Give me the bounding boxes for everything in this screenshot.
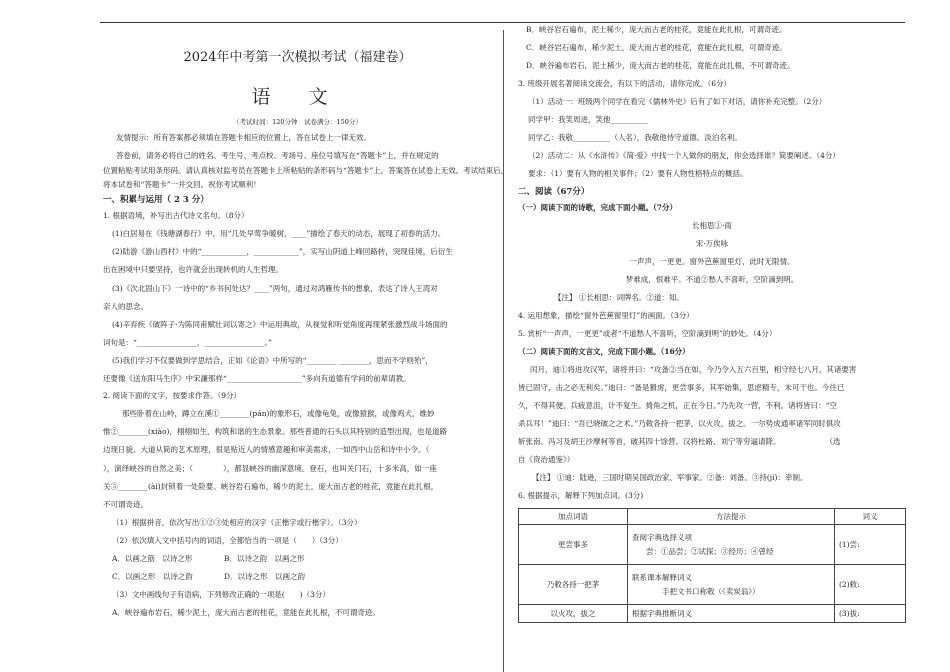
q1-item-4: (4)辛弃疾《破阵子·为陈同甫赋壮词以寄之》中运用典故，从视觉和听觉角度再现紧张激烈战斗场面的 [112, 320, 448, 329]
q4: 4. 运用想象，描绘“窗外芭蕉窗里灯”的画面。（3分） [518, 311, 694, 320]
classical-line-5: 斩张南、冯习及胡王沙摩柯等首，破其四十馀营。汉将杜路、刘宁等穷逼请降。 （选 [518, 437, 841, 446]
q3-activity-1: （1）活动一：班级两个同学在看完《儒林外史》后有了如下对话，请你补充完整。（2分） [528, 97, 827, 106]
notice-line-1: 友情提示：所有答案都必须填在答题卡相应的位置上，答在试卷上一律无效。 [116, 133, 371, 142]
notice-line-4: 将本试卷和“答题卡”一并交回。祝你考试顺利！ [103, 180, 261, 189]
table-cell-meaning: (1)尝: [835, 525, 906, 565]
q1-title: 1. 根据语境，补写出古代诗文名句。（8分） [103, 211, 249, 220]
q2-passage-2: 惟②________(xiào)，栩栩如生，构筑和谐的生态景象。那些普通的石头以其特别的造型出现，也是道路 [103, 427, 447, 436]
q2-option-d: D．以诗之形 以画之韵 [224, 572, 306, 581]
table-cell-meaning: (2)敕: [835, 565, 906, 605]
method-line: 联系课本解释词义 [632, 573, 692, 582]
q2-sub-3: （3）文中画线句子有语病，下列修改正确的一项是( )（3分） [112, 590, 330, 599]
classical-line-1: 闰月，迪①将进攻汉军，诸将并曰：“攻备②当在如，今乃令入五六百里，相守经七八月，其诸要害 [530, 365, 857, 374]
q1-item-3: (3)《次北固山下》一诗中的“乡书何处达？____”两句，通过对鸿雁传书的想象，表达了诗人王湾对 [112, 284, 438, 293]
q2-passage-4: ），演绎峡谷的自然之美；（ ），都显峡谷的幽深意境。登石，也叫关门石，十多米高，如一座 [103, 464, 437, 473]
table-header-row [519, 509, 906, 525]
table-cell-method: 根据字典推断词义 [628, 605, 835, 623]
q3-title: 3. 班级开展名著阅读交流会，有以下的活动，请你完成。（6分） [518, 79, 732, 88]
q2-option-b: B．以诗之韵 以画之形 [224, 554, 305, 563]
poem-title: 长相思①·雨 [692, 221, 732, 230]
q2-passage-5: 关③________(ài)封锁着一处险要。峡谷岩石遍布，稀少的泥土，庞大而古老的桂花，竟能在此扎根， [103, 482, 439, 491]
notice-line-2: 答卷前，请务必将自己的姓名、考生号、考点校、考场号、座位号填写在“答题卡”上，并在规定的 [116, 151, 439, 160]
q2-sub-2: （2）依次填入文中括号内的词语，全都恰当的一项是（ ）（3分） [112, 536, 343, 545]
q2-option-a: A．以画之筋 以诗之形 [112, 554, 193, 563]
reading-1-heading: （一）阅读下面的诗歌，完成下面小题。（7分） [518, 203, 677, 212]
classical-line-2: 皆已固守，击之必无利矣。”迪曰：“备是猾虏，更尝事多，其军始集，思虑精专，未可干也。今往已 [518, 383, 845, 392]
q3-student-b: 同学乙：我敬__________（人名），我敬他侍守道德、淡泊名利。 [528, 133, 742, 142]
q2-sub-1: （1）根据拼音，依次写出①②③处相应的汉字（正楷字或行楷字）。（3分） [112, 518, 362, 527]
q2-passage-1: 那些卧着在山岭，蹲立在溪①________(pán)的象形石，或像龟兔，或像猿猴，或像鸡犬，维妙 [122, 409, 435, 418]
classical-note: 【注】 ①迪：陆逊，三国时期吴国政治家、军事家。②备：刘备。③持(jí)：牵制。 [532, 473, 808, 482]
vocab-table [518, 508, 906, 623]
q1-item-1: (1)白居易在《钱塘湖春行》中，用“几处早莺争暖树，____”描绘了春天的动态，展现了初春的活力。 [112, 229, 446, 238]
q2-title: 2. 阅读下面的文字，按要求作答。（9分） [103, 391, 242, 400]
q1-item-2: (2)陆游《游山西村》中的“____________，____________”，实写山阴道上峰回路转，突现佳境，后衍生 [112, 247, 453, 256]
classical-line-6: 自《资治通鉴》） [518, 455, 575, 464]
table-row [519, 605, 906, 623]
poem-line-1: 一声声，一更更。窗外芭蕉窗里灯，此时无限情。 [629, 257, 795, 266]
poem-note: 【注】 ①长相思：词牌名。②道：知。 [554, 293, 684, 302]
table-cell-word: 更尝事多 [519, 525, 628, 565]
table-cell-method [628, 565, 835, 605]
q3-activity-2: （2）活动二：从《水浒传》《简·爱》中找一个人做你的朋友，你会选择谁？简要阐述。（4分） [528, 151, 840, 160]
q2-passage-6: 不可谓奇迹。 [103, 500, 148, 509]
table-header-method: 方法提示 [628, 509, 835, 525]
column-divider [503, 30, 504, 672]
q1-item-5-cont: 还要像《送东阳马生序》中宋濂那样“____________________”多向有道德有学问的前辈请教。 [103, 374, 411, 383]
exam-info: （考试时间：120分钟 试卷满分：150分） [233, 118, 362, 126]
subject-title: 语 文 [251, 86, 344, 108]
part2-heading: 二、阅读（67分） [518, 187, 590, 197]
method-line: 查阅字典选择义项 [632, 533, 692, 542]
q2-option-c-cont: C．峡谷岩石遍布，稀少泥土，庞大而古老的桂花，竟能在此扎根，可谓奇迹。 [526, 43, 787, 52]
q2-option-d-cont: D．峡谷遍布岩石，泥土稀少，庞大而古老的桂花，竟能在此扎根，不可谓奇迹。 [526, 61, 795, 70]
table-cell-word: 以火攻，拔之 [519, 605, 628, 623]
top-rule [100, 22, 905, 23]
classical-line-4: 杀兵耳！”迪曰：“吾已晓破之之术。”乃敕各持一把茅，以火攻，拔之。一尔势成通率诸军同时俱攻 [518, 419, 841, 428]
table-row [519, 565, 906, 605]
method-line: 手把文书口称敕（《卖炭翁》） [662, 587, 760, 596]
table-header-meaning: 词义 [835, 509, 906, 525]
q3-student-a: 同学甲：我笑周进，笑他__________ [528, 115, 648, 124]
notice-line-3: 位置粘贴考试用条形码。请认真核对监考员在答题卡上所粘贴的条形码与“答题卡”上，答案答在试卷上无效。考试结束后， [103, 166, 509, 175]
q1-item-3-cont: 亲人的思念。 [103, 302, 148, 311]
classical-line-3: 久，不得其便，兵疲意沮，计不复生。掎角之机，正在今日。”乃先攻一营，不利。诸将皆曰：“空 [518, 401, 837, 410]
q2-option-c: C．以画之形 以诗之韵 [112, 572, 193, 581]
q1-item-4-cont: 词句是：“________________，________________。” [103, 338, 272, 347]
q1-item-2-cont: 出在困境中只要坚持，也许就会出现转机的人生哲理。 [103, 265, 283, 274]
q5: 5. 赏析“一声声，一更更”或者“不道愁人不喜听，空阶滴到明”的妙处。（4分） [518, 329, 777, 338]
table-cell-word: 乃敕各持一把茅 [519, 565, 628, 605]
exam-title: 2024年中考第一次模拟考试（福建卷） [183, 50, 412, 65]
table-cell-method [628, 525, 835, 565]
q3-requirement: 要求：（1）要有人物的相关事件；（2）要有人物性格特点的概括。 [528, 169, 748, 178]
method-line: 尝：①品尝；②试探；③经历；④曾经 [646, 547, 774, 556]
table-row [519, 525, 906, 565]
poem-line-2: 梦难成，恨难平。不道②愁人不喜听，空阶滴到明。 [625, 275, 799, 284]
q1-item-5: (5)我们学习不仅要做到学思结合，正如《论语》中所写的“________ ________，思而不学则殆”， [112, 356, 433, 365]
table-cell-meaning: (3)拔: [835, 605, 906, 623]
table-header-word: 加点词语 [519, 509, 628, 525]
q6: 6. 根据提示，解释下列加点词。(3分) [518, 491, 644, 500]
poem-author: 宋·万俟咏 [695, 239, 729, 248]
part1-heading: 一、积累与运用（ 2 3 分） [103, 195, 209, 205]
q2-passage-3: 边现日貌、大道从简的艺术原理，很是贴近人的情感意趣和审美需求，一如西中山岳和诗中小令。（ [103, 445, 437, 454]
q2-option-b-cont: B．峡谷岩石遍布，泥土稀少，庞大而古老的桂花，竟能在此扎根，可谓奇迹。 [526, 25, 787, 34]
q2-sub-3-option-a: A．峡谷遍布岩石，稀少泥土，庞大而古老的桂花，竟能在此扎根，不可谓奇迹。 [112, 608, 380, 617]
reading-2-heading: （二）阅读下面的文言文，完成下面小题。（16分） [518, 347, 690, 356]
